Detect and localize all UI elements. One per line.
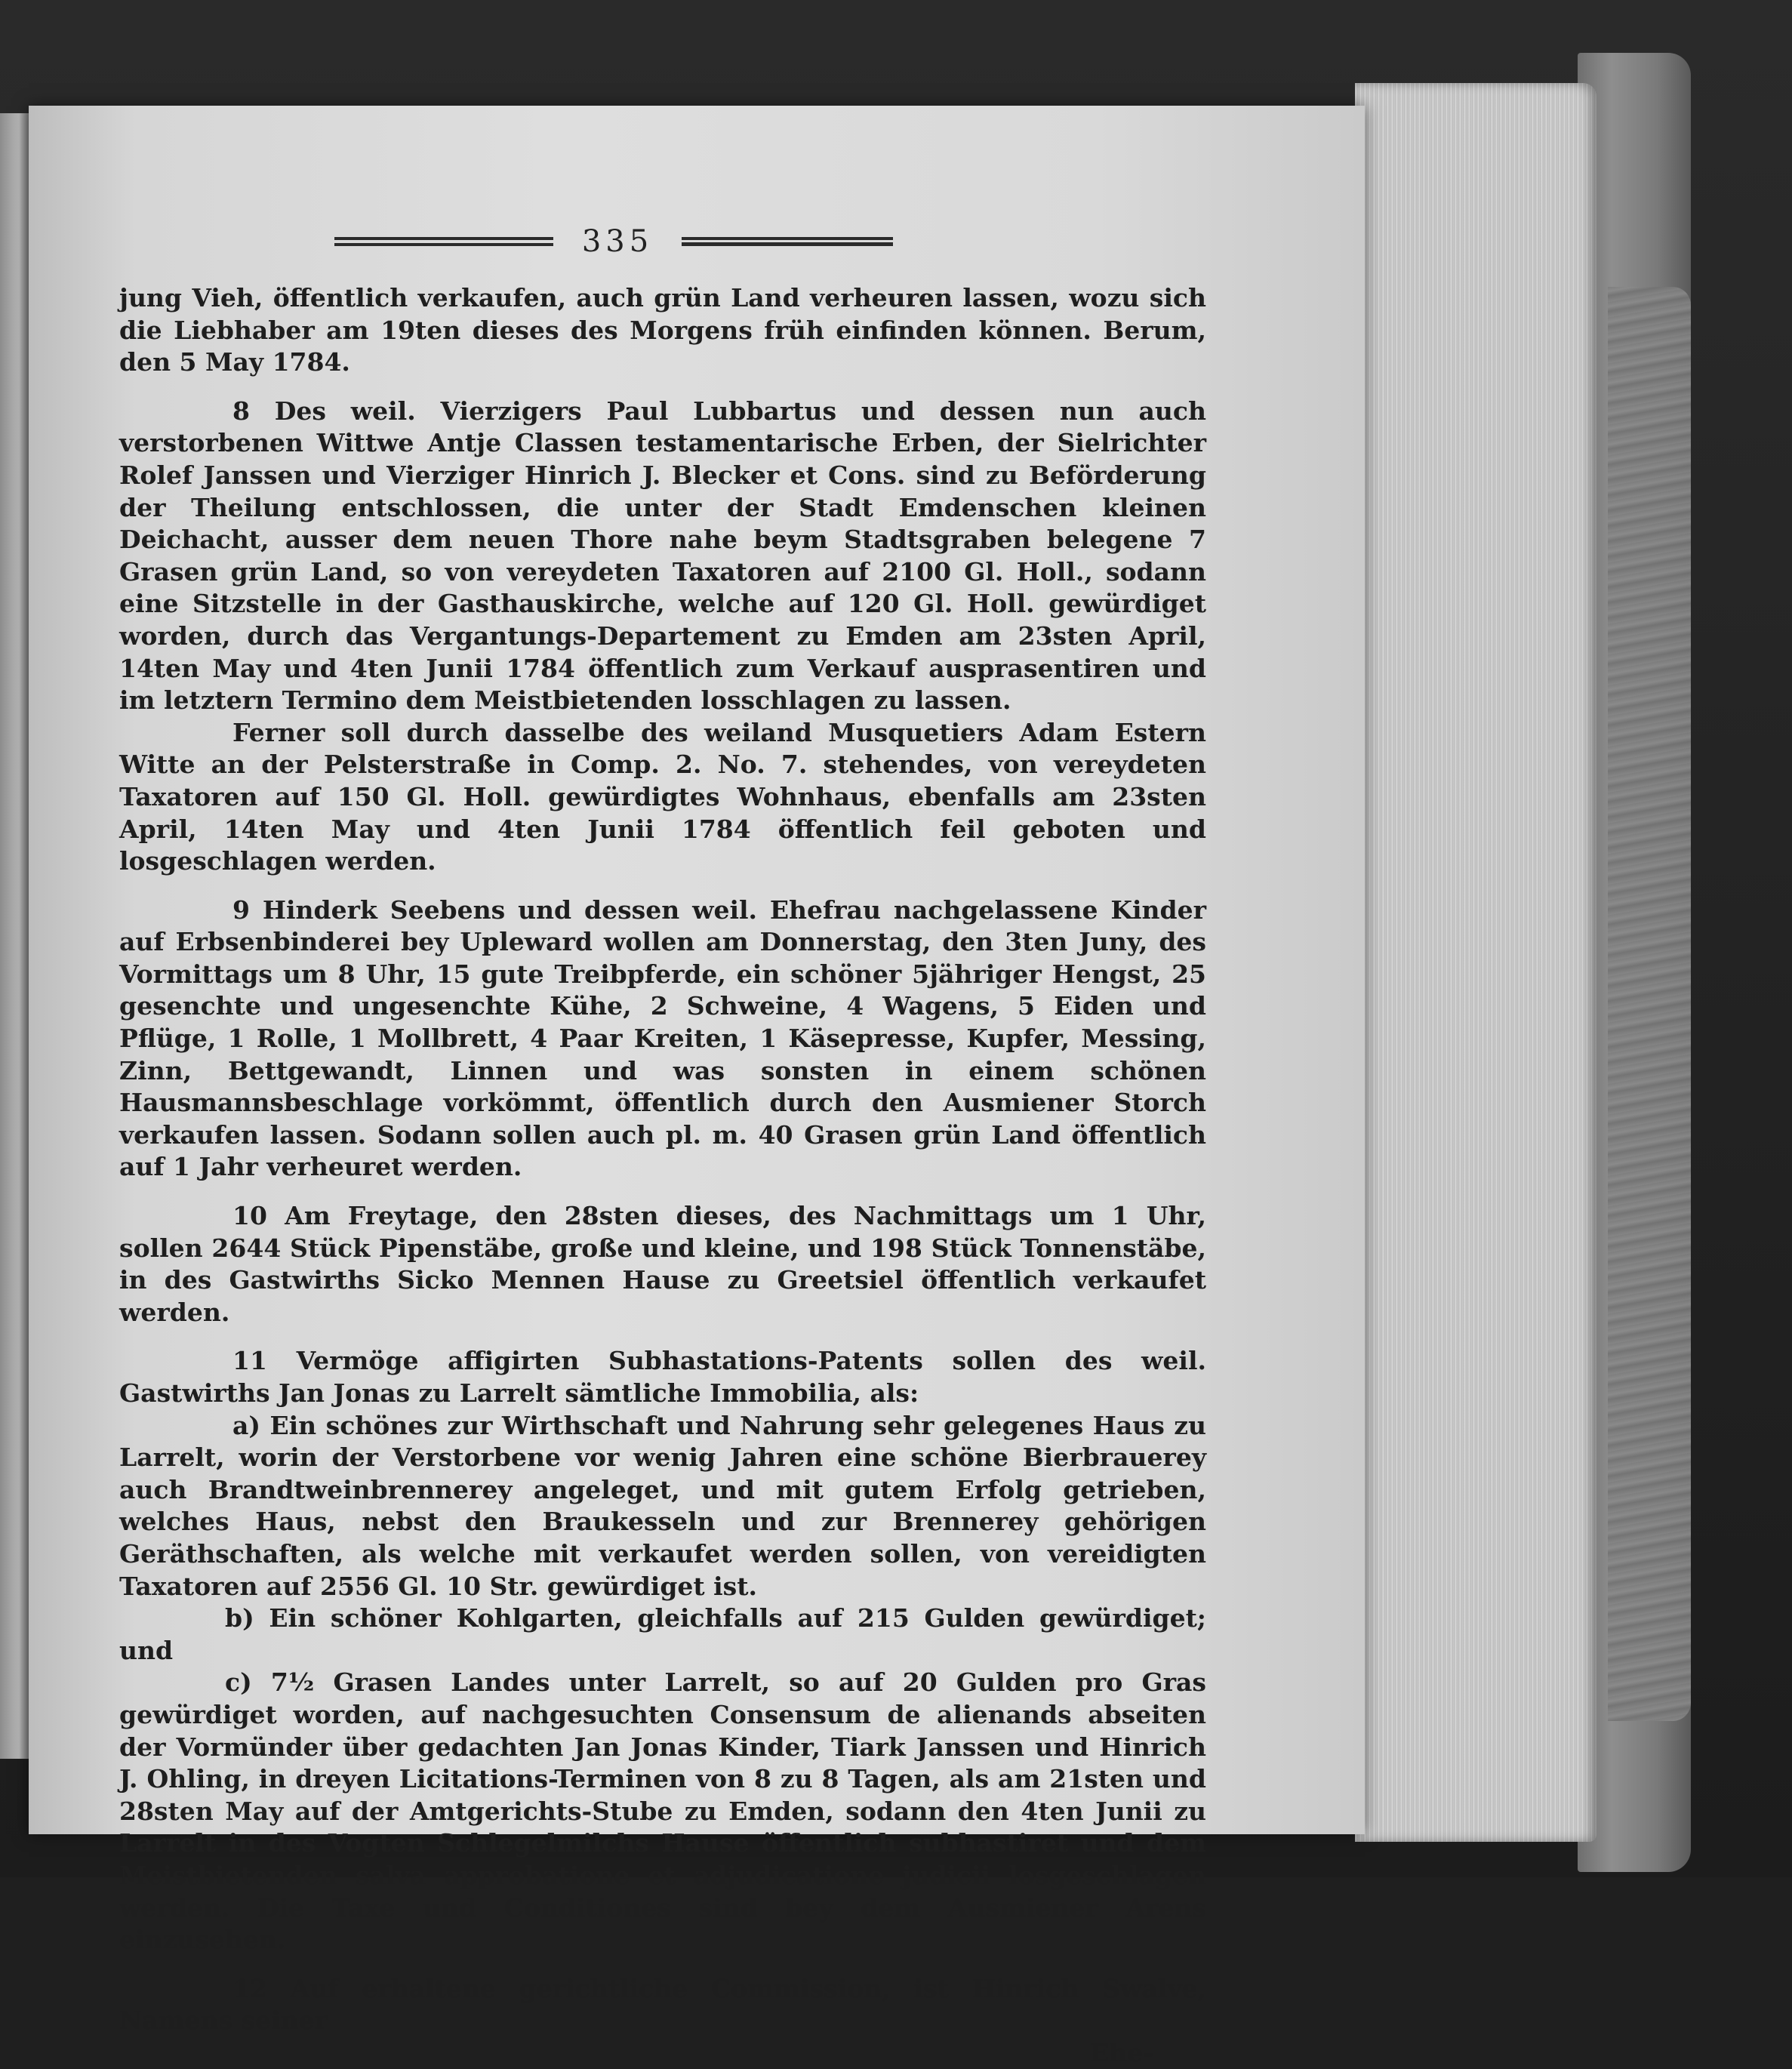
entry-paragraph <box>119 894 1206 1184</box>
entry-subitem-b: b) Ein schöner Kohlgarten, gleichfalls auf 215 Gulden gewürdiget; und <box>119 1603 1206 1665</box>
entry-subitem-a: a) Ein schönes zur Wirthschaft und Nahrung sehr gelegenes Haus zu Larrelt, worin der Verstorbene vor wenig Jahren eine schöne Bierbrauerey auch Brandtweinbrennerey angeleget, und mit gutem Erfolg getrieben, welches Haus, nebst den Braukesseln und zur Brennerey gehörigen Geräthschaften, als welche mit verkaufet werden sollen, von vereidigten Taxatoren auf 2556 Gl. 10 Str. gewürdiget ist. <box>119 1410 1206 1601</box>
entry-text: Vermöge affigirten Subhastations-Patents sollen des weil. Gastwirths Jan Jonas zu Larrelt sämtliche Immobilia, als: <box>119 1346 1206 1408</box>
entry-8 <box>119 396 1206 878</box>
entry-paragraph <box>119 1973 1206 2037</box>
entry-paragraph <box>119 1345 1206 1409</box>
entry-number: 11 <box>232 1346 267 1376</box>
book-page <box>29 106 1365 2067</box>
header-rule-right <box>682 237 893 246</box>
entry-number: 12 <box>232 1973 267 2003</box>
entry-12 <box>119 1973 1206 2037</box>
entry-text: Am Freytage, den 28sten dieses, des Nachmittags um 1 Uhr, sollen 2644 Stück Pipenstäbe, große und kleine, und 198 Stück Tonnenstäbe, in des Gastwirths Sicko Mennen Hause zu Greetsiel öffentlich verkaufet werden. <box>119 1201 1206 1327</box>
page-header <box>232 219 995 264</box>
page-content <box>119 219 1221 2069</box>
entry-9 <box>119 894 1206 1184</box>
entry-text: Des weil. Vierzigers Paul Lubbartus und dessen nun auch verstorbenen Wittwe Antje Classen testamentarische Erben, der Sielrichter Rolef Janssen und Vierziger Hinrich J. Blecker et Cons. sind zu Beförderung der Theilung entschlossen, die unter der Stadt Emdenschen kleinen Deichacht, ausser dem neuen Thore nahe beym Stadtsgraben belegene 7 Grasen grün Land, so von vereydeten Taxatoren auf 2100 Gl. Holl., sodann eine Sitzstelle in der Gasthauskirche, welche auf 120 Gl. Holl. gewürdiget worden, durch das Vergantungs-Departement zu Emden am 23sten April, 14ten May und 4ten Junii 1784 öffentlich zum Verkauf ausprasentiren und im letztern Termino dem Meistbietenden losschlagen zu lassen. <box>119 396 1206 716</box>
entry-number: 9 <box>232 894 250 925</box>
entry-paragraph <box>119 1200 1206 1329</box>
entry-number: 8 <box>232 396 250 426</box>
book-cover-texture <box>1608 287 1691 1721</box>
entry-10 <box>119 1200 1206 1329</box>
entry-subitem-c: c) 7½ Grasen Landes unter Larrelt, so auf 20 Gulden pro Gras gewürdiget worden, auf nachgesuchten Consensum de alienands abseiten der Vormünder über gedachten Jan Jonas Kinder, Tiark Janssen und Hinrich J. Ohling, in dreyen Licitations-Terminen von 8 zu 8 Tagen, als am 21sten und 28sten May auf der Amtgerichts-Stube zu Emden, sodann den 4ten Junii zu Larrelt in des Vogten Schlegelmilchs Hause öffentlich subhastiret und dem Meistbietenden salva approbatione et adjudicatione judicii losgeschlagen werden. Die Taxe und Conditiones sind bey dem Ausmiener Arens einzusehen. <box>119 1667 1206 1955</box>
entry-text: Auf erhaltene gerichtliche Commission, ist Hinrich Swalve, Namens seiner <box>119 1973 1206 2036</box>
entry-11 <box>119 1345 1206 1956</box>
page-number: 335 <box>581 224 654 259</box>
facing-page-edge <box>0 113 32 1759</box>
entry-extra-paragraph: Ferner soll durch dasselbe des weiland Musquetiers Adam Estern Witte an der Pelsterstraße in Comp. 2. No. 7. stehendes, von vereydeten Taxatoren auf 150 Gl. Holl. gewürdigtes Wohnhaus, ebenfalls am 23sten April, 14ten May und 4ten Junii 1784 öffentlich feil geboten und losgeschlagen werden. <box>119 717 1206 876</box>
entry-number: 10 <box>232 1201 267 1231</box>
page-body <box>119 282 1206 2069</box>
page-block-edges <box>1355 83 1596 1842</box>
catchword: Ehe- <box>1090 2037 1153 2067</box>
continuation-paragraph: jung Vieh, öffentlich verkaufen, auch grün Land verheuren lassen, wozu sich die Liebhaber am 19ten dieses des Morgens früh einfinden können. Berum, den 5 May 1784. <box>119 283 1206 377</box>
entry-paragraph <box>119 396 1206 717</box>
entry-text: Hinderk Seebens und dessen weil. Ehefrau nachgelassene Kinder auf Erbsenbinderei bey Upleward wollen am Donnerstag, den 3ten Juny, des Vormittags um 8 Uhr, 15 gute Treibpferde, ein schöner 5jähriger Hengst, 25 gesenchte und ungesenchte Kühe, 2 Schweine, 4 Wagens, 5 Eiden und Pflüge, 1 Rolle, 1 Mollbrett, 4 Paar Kreiten, 1 Käsepresse, Kupfer, Messing, Zinn, Bettgewandt, Linnen und was sonsten in einem schönen Hausmannsbeschlage vorkömmt, öffentlich durch den Ausmiener Storch verkaufen lassen. Sodann sollen auch pl. m. 40 Grasen grün Land öffentlich auf 1 Jahr verheuret werden. <box>119 894 1206 1182</box>
header-rule-left <box>334 237 553 246</box>
